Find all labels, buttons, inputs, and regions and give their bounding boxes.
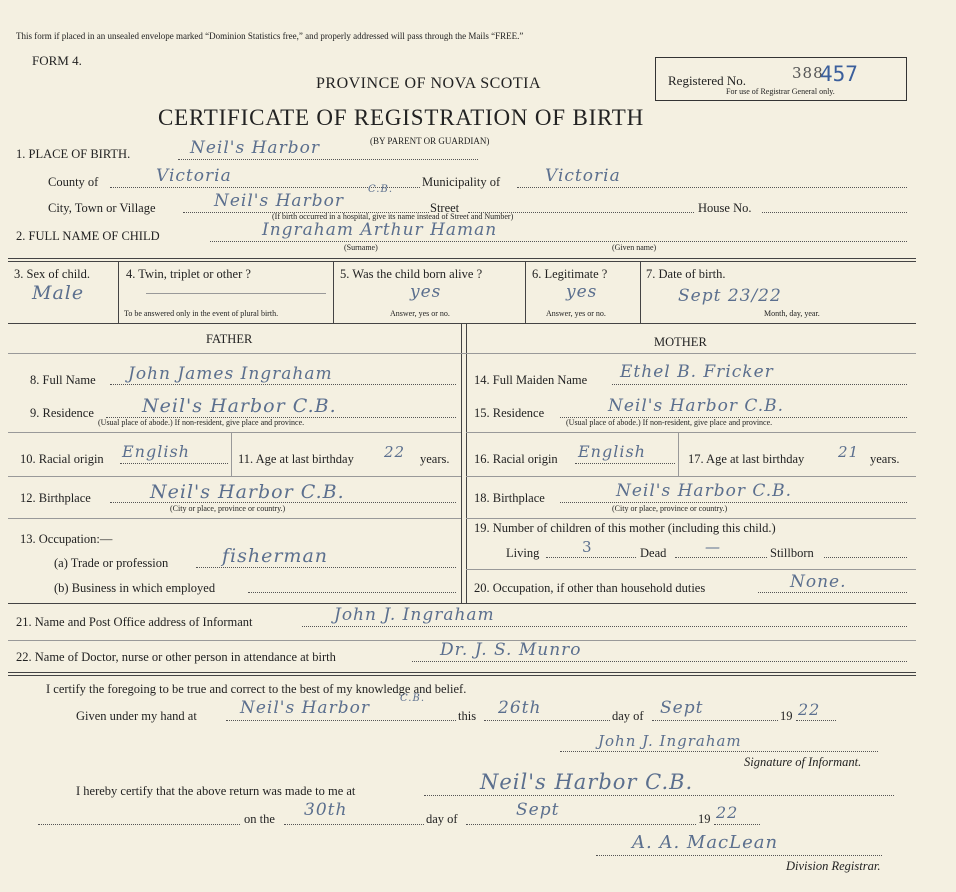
dotted-line bbox=[412, 661, 907, 662]
given-under-label: Given under my hand at bbox=[76, 709, 197, 723]
date-of-birth-label: 7. Date of birth. bbox=[646, 267, 726, 281]
father-residence-label: 9. Residence bbox=[30, 406, 94, 420]
legitimate-note: Answer, yes or no. bbox=[546, 309, 606, 318]
registrar-year-prefix: 19 bbox=[698, 812, 711, 826]
registrar-signature: A. A. MacLean bbox=[632, 832, 779, 853]
this-label: this bbox=[458, 709, 477, 723]
twin-note: To be answered only in the event of plural birth. bbox=[124, 309, 279, 318]
dotted-line bbox=[596, 855, 882, 856]
rule bbox=[8, 261, 916, 262]
given-day-value: 26th bbox=[498, 698, 542, 718]
city-label: City, Town or Village bbox=[48, 201, 156, 215]
rule bbox=[8, 518, 461, 519]
mother-occupation-value: None. bbox=[790, 572, 847, 592]
dotted-line bbox=[226, 720, 456, 721]
mother-name-value: Ethel B. Fricker bbox=[620, 362, 774, 382]
dead-label: Dead bbox=[640, 546, 667, 560]
legitimate-value: yes bbox=[566, 282, 598, 302]
registrar-note: For use of Registrar General only. bbox=[726, 87, 835, 96]
dotted-line bbox=[210, 241, 907, 242]
dotted-line bbox=[110, 384, 456, 385]
mother-racial-value: English bbox=[578, 442, 646, 461]
informant-signature-label: Signature of Informant. bbox=[744, 755, 862, 769]
dotted-line bbox=[560, 751, 878, 752]
place-of-birth-value: Neil's Harbor bbox=[190, 138, 320, 158]
doctor-label: 22. Name of Doctor, nurse or other person in attendance at birth bbox=[16, 650, 336, 664]
mother-birthplace-label: 18. Birthplace bbox=[474, 491, 545, 505]
trade-label: (a) Trade or profession bbox=[54, 556, 169, 570]
dotted-line bbox=[178, 159, 478, 160]
dotted-line bbox=[484, 720, 610, 721]
mother-racial-label: 16. Racial origin bbox=[474, 452, 558, 466]
mother-residence-label: 15. Residence bbox=[474, 406, 545, 420]
certification-statement: I certify the foregoing to be true and correct to the best of my knowledge and belief. bbox=[46, 682, 467, 696]
father-age-unit: years. bbox=[420, 452, 450, 466]
registrar-month-value: Sept bbox=[516, 800, 560, 820]
dotted-line bbox=[196, 567, 456, 568]
stillborn-label: Stillborn bbox=[770, 546, 814, 560]
mother-residence-note: (Usual place of abode.) If non-resident, give place and province. bbox=[566, 418, 773, 427]
mother-name-label: 14. Full Maiden Name bbox=[474, 373, 588, 387]
dotted-line bbox=[796, 720, 836, 721]
on-the-label: on the bbox=[244, 812, 275, 826]
mail-notice: This form if placed in an unsealed envelope marked “Dominion Statistics free,” and properly addressed will pass through the Mails “FREE.” bbox=[16, 31, 524, 41]
mother-residence-value: Neil's Harbor C.B. bbox=[608, 396, 785, 416]
dotted-line bbox=[714, 824, 760, 825]
dotted-line bbox=[302, 626, 907, 627]
county-value: Victoria bbox=[156, 166, 232, 186]
informant-signature: John J. Ingraham bbox=[598, 732, 742, 750]
living-label: Living bbox=[506, 546, 540, 560]
dotted-line bbox=[758, 592, 907, 593]
dotted-line bbox=[675, 557, 767, 558]
rule bbox=[466, 518, 916, 519]
given-month-value: Sept bbox=[660, 698, 704, 718]
rule bbox=[8, 476, 461, 477]
rule bbox=[640, 261, 641, 323]
dotted-line bbox=[575, 463, 675, 464]
municipality-value: Victoria bbox=[545, 166, 621, 186]
given-place-value: Neil's Harbor bbox=[240, 698, 370, 718]
born-alive-value: yes bbox=[410, 282, 442, 302]
sex-label: 3. Sex of child. bbox=[14, 267, 91, 281]
rule bbox=[525, 261, 526, 323]
certificate-title: CERTIFICATE OF REGISTRATION OF BIRTH bbox=[158, 105, 645, 130]
rule bbox=[8, 432, 461, 433]
municipality-label: Municipality of bbox=[422, 175, 501, 189]
mother-birthplace-value: Neil's Harbor C.B. bbox=[616, 481, 793, 501]
children-count-label: 19. Number of children of this mother (including this child.) bbox=[474, 521, 776, 535]
dotted-line bbox=[248, 592, 456, 593]
rule bbox=[8, 258, 916, 259]
rule bbox=[146, 293, 326, 294]
certificate-subtitle: (BY PARENT OR GUARDIAN) bbox=[370, 136, 490, 146]
father-racial-value: English bbox=[122, 442, 190, 461]
registered-number-stamp: 457 bbox=[820, 62, 858, 86]
registrar-place-value: Neil's Harbor C.B. bbox=[480, 770, 694, 794]
child-name-value: Ingraham Arthur Haman bbox=[262, 220, 498, 240]
mother-age-label: 17. Age at last birthday bbox=[688, 452, 805, 466]
rule bbox=[678, 432, 679, 476]
trade-value: fisherman bbox=[222, 545, 329, 567]
rule bbox=[466, 323, 467, 603]
registered-number-printed: 388 bbox=[792, 64, 824, 82]
doctor-value: Dr. J. S. Munro bbox=[440, 640, 582, 660]
father-birthplace-label: 12. Birthplace bbox=[20, 491, 91, 505]
rule bbox=[8, 353, 916, 354]
dotted-line bbox=[546, 557, 636, 558]
hospital-note: (If birth occurred in a hospital, give its name instead of Street and Number) bbox=[272, 212, 514, 221]
rule bbox=[8, 672, 916, 673]
dotted-line bbox=[612, 384, 907, 385]
twin-label: 4. Twin, triplet or other ? bbox=[126, 267, 251, 281]
city-suffix: C.B. bbox=[368, 184, 394, 195]
rule bbox=[333, 261, 334, 323]
county-label: County of bbox=[48, 175, 99, 189]
dotted-line bbox=[120, 463, 228, 464]
rule bbox=[461, 323, 462, 603]
dotted-line bbox=[38, 824, 240, 825]
registrar-year-value: 22 bbox=[716, 803, 739, 822]
year-prefix: 19 bbox=[780, 709, 793, 723]
mother-heading: MOTHER bbox=[654, 335, 707, 349]
father-heading: FATHER bbox=[206, 332, 253, 346]
province-heading: PROVINCE OF NOVA SCOTIA bbox=[316, 75, 542, 92]
living-value: 3 bbox=[582, 538, 593, 556]
registrar-day-of-label: day of bbox=[426, 812, 458, 826]
rule bbox=[466, 476, 916, 477]
mother-age-value: 21 bbox=[838, 443, 860, 461]
dotted-line bbox=[762, 212, 907, 213]
dotted-line bbox=[284, 824, 424, 825]
dotted-line bbox=[466, 824, 696, 825]
dotted-line bbox=[560, 502, 907, 503]
dotted-line bbox=[517, 187, 907, 188]
informant-label: 21. Name and Post Office address of Informant bbox=[16, 615, 253, 629]
rule bbox=[118, 261, 119, 323]
given-year-value: 22 bbox=[798, 700, 821, 719]
rule bbox=[8, 675, 916, 676]
born-alive-label: 5. Was the child born alive ? bbox=[340, 267, 483, 281]
father-residence-value: Neil's Harbor C.B. bbox=[142, 395, 337, 417]
father-age-value: 22 bbox=[384, 443, 406, 461]
rule bbox=[231, 432, 232, 476]
mother-age-unit: years. bbox=[870, 452, 900, 466]
surname-note: (Surname) bbox=[344, 243, 378, 252]
date-of-birth-note: Month, day, year. bbox=[764, 309, 820, 318]
mother-occupation-label: 20. Occupation, if other than household duties bbox=[474, 581, 706, 595]
born-alive-note: Answer, yes or no. bbox=[390, 309, 450, 318]
child-name-label: 2. FULL NAME OF CHILD bbox=[16, 229, 160, 243]
dotted-line bbox=[824, 557, 907, 558]
registrar-day-value: 30th bbox=[304, 800, 348, 820]
day-of-label: day of bbox=[612, 709, 644, 723]
business-label: (b) Business in which employed bbox=[54, 581, 216, 595]
informant-value: John J. Ingraham bbox=[334, 605, 495, 625]
date-of-birth-value: Sept 23/22 bbox=[678, 286, 782, 306]
registrar-signature-label: Division Registrar. bbox=[786, 859, 881, 873]
rule bbox=[8, 323, 916, 324]
rule bbox=[8, 603, 916, 604]
dotted-line bbox=[424, 795, 894, 796]
city-value: Neil's Harbor bbox=[214, 191, 344, 211]
father-name-value: John James Ingraham bbox=[128, 364, 333, 384]
father-occupation-label: 13. Occupation:— bbox=[20, 532, 113, 546]
father-birthplace-value: Neil's Harbor C.B. bbox=[150, 481, 345, 503]
sex-value: Male bbox=[32, 282, 85, 304]
father-residence-note: (Usual place of abode.) If non-resident, give place and province. bbox=[98, 418, 305, 427]
legitimate-label: 6. Legitimate ? bbox=[532, 267, 608, 281]
rule bbox=[466, 432, 916, 433]
registrar-statement: I hereby certify that the above return was made to me at bbox=[76, 784, 356, 798]
street-label: Street bbox=[430, 201, 460, 215]
registered-label: Registered No. bbox=[668, 73, 746, 88]
mother-birthplace-note: (City or place, province or country.) bbox=[612, 504, 728, 513]
given-name-note: (Given name) bbox=[612, 243, 657, 252]
father-name-label: 8. Full Name bbox=[30, 373, 96, 387]
father-birthplace-note: (City or place, province or country.) bbox=[170, 504, 286, 513]
dotted-line bbox=[652, 720, 778, 721]
house-number-label: House No. bbox=[698, 201, 752, 215]
dead-value: — bbox=[705, 538, 721, 556]
given-place-suffix: C.B. bbox=[400, 693, 426, 704]
place-of-birth-label: 1. PLACE OF BIRTH. bbox=[16, 147, 131, 161]
father-age-label: 11. Age at last birthday bbox=[238, 452, 354, 466]
form-number: FORM 4. bbox=[32, 53, 82, 68]
rule bbox=[466, 569, 916, 570]
father-racial-label: 10. Racial origin bbox=[20, 452, 104, 466]
